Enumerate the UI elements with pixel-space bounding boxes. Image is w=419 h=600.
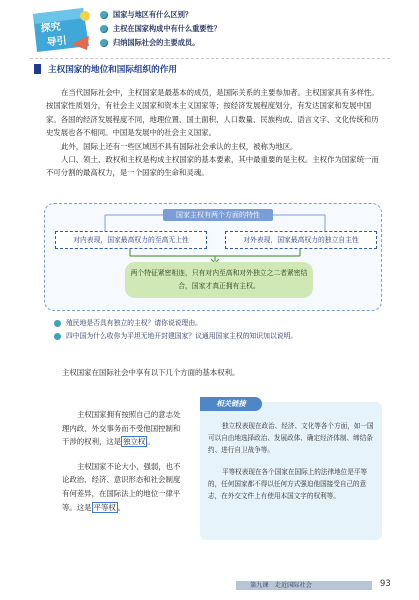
sovereignty-diagram: [44, 203, 382, 311]
term-equality: 平等权: [93, 502, 116, 512]
goal-item: 归纳国际社会的主要成员。: [100, 36, 380, 50]
paragraph: 人口、领土、政权和主权是构成主权国家的基本要素，其中最重要的是主权。主权作为国家统一而不可分割的最高权力，是一个国家的生命和灵魂。: [46, 155, 379, 178]
explore-guide-logo: [27, 6, 95, 54]
question-item: 殖民地是否具有独立的主权？请你说说理由。: [54, 317, 384, 330]
bullet-icon: [54, 333, 61, 340]
goal-item: 主权在国家构成中有什么重要性？: [100, 22, 380, 36]
external-aspect-box: 对外表现，国家最高权力的独立自主性: [225, 231, 377, 249]
body-text: [46, 86, 380, 180]
diagram-title: 国家主权有两个方面的特性: [163, 209, 273, 221]
bullet-icon: [100, 11, 108, 19]
rights-text: [62, 408, 184, 525]
svg-text:导引: 导引: [46, 35, 68, 49]
bullet-icon: [54, 320, 61, 327]
learning-goals: [100, 8, 380, 50]
discussion-questions: [54, 317, 384, 343]
section-title: 主权国家的地位和国际组织的作用: [48, 65, 177, 75]
paragraph: 在当代国际社会中，主权国家是最基本的成员，是国际关系的主要参加者。主权国家具有多样性。按国家性质划分，有社会主义国家和资本主义国家等；按经济发展程度划分，有发达国家和发展中国家。各国的经济发展程度不同，地理位置、国土面积、人口数量、民族构成、语言文字、文化传统和历史发展也各不相同。中国是发展中的社会主义国家。: [46, 88, 379, 138]
header-divider: [30, 58, 390, 59]
term-independence: 独立权: [123, 437, 146, 447]
bullet-icon: [100, 25, 108, 33]
equality-paragraph: 主权国家不论大小、强弱，也不论政治、经济、意识形态和社会制度有何差异，在国际法上的地位一律平等。这是 平等权 。: [62, 461, 181, 512]
chapter-label: 第九课 走近国际社会: [250, 582, 312, 589]
bullet-icon: [100, 39, 108, 47]
related-link-text: [208, 420, 374, 511]
related-link-paragraph: 平等权表现在各个国家在国际上的法律地位是平等的，任何国家都不得以任何方式强迫他国接受自己的意志，在外交文件上有使用本国文字的权利等。: [208, 467, 368, 501]
rights-intro: 主权国家在国际社会中享有以下几个方面的基本权利。: [62, 368, 240, 377]
independence-paragraph: 主权国家拥有按照自己的意志处理内政、外交事务而不受他国控制和干涉的权利，这是 独立权 。: [62, 410, 181, 447]
related-link-tab: 相关链接: [200, 397, 262, 411]
paragraph: 此外，国际上还有一些区域因不具有国际社会承认的主权，被称为地区。: [61, 141, 298, 151]
goal-item: 国家与地区有什么区别？: [100, 8, 380, 22]
svg-text:探究: 探究: [40, 21, 62, 35]
internal-aspect-box: 对内表现，国家最高权力的至高无上性: [55, 231, 207, 249]
page-number: 93: [380, 578, 391, 588]
section-marker-icon: [34, 64, 41, 74]
diagram-note: 两个特征紧密相连，只有对内至高和对外独立之二者紧密结合，国家才真正拥有主权。: [125, 262, 313, 298]
related-link-paragraph: 独立权表现在政治、经济、文化等各个方面，如一国可以自由地选择政治、发展政体、确定经济体制、缔结条约、进行自卫战争等。: [208, 422, 374, 455]
question-item: 四中国为什么收你为平坦无地开封建国家？议通用国家主权的知识加以说明。: [54, 330, 384, 343]
